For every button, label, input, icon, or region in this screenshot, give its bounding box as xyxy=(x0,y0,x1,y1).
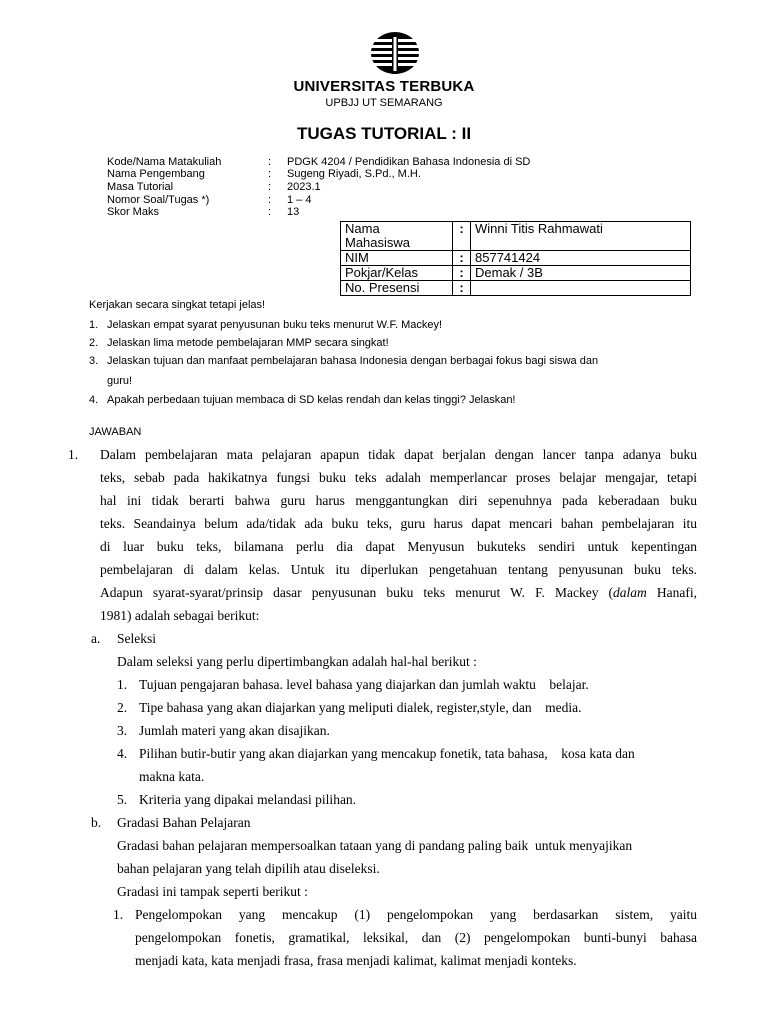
pokjar-value: Demak / 3B xyxy=(471,266,691,281)
info-colon: : xyxy=(268,194,272,206)
name-label-2: Mahasiswa xyxy=(345,235,411,250)
info-label: Masa Tutorial xyxy=(107,181,174,193)
info-value: 1 – 4 xyxy=(287,194,312,206)
university-name: UNIVERSITAS TERBUKA xyxy=(293,78,475,95)
list-item-cont: makna kata. xyxy=(139,769,205,784)
instructions-intro: Kerjakan secara singkat tetapi jelas! xyxy=(89,299,266,311)
answer-line: teks, sebab pada hakikatnya fungsi buku teks adalah memperlancar proses belajar mengajar, tetapi xyxy=(100,470,697,485)
info-colon: : xyxy=(268,156,272,168)
document-title: TUGAS TUTORIAL : II xyxy=(296,124,472,143)
question-4: Apakah perbedaan tujuan membaca di SD kelas rendah dan kelas tinggi? Jelaskan! xyxy=(107,394,516,406)
item-number: 4. xyxy=(117,746,128,761)
table-row xyxy=(341,281,691,296)
answer-italic: dalam xyxy=(613,585,647,600)
presensi-value xyxy=(471,281,691,296)
colon-cell: : xyxy=(453,251,471,266)
list-item: menjadi kata, kata menjadi frasa, frasa menjadi kalimat, kalimat menjadi konteks. xyxy=(135,953,577,968)
list-item: Tujuan pengajaran bahasa. level bahasa yang diajarkan dan jumlah waktu belajar. xyxy=(139,677,589,692)
info-label: Skor Maks xyxy=(107,206,159,218)
info-value: 13 xyxy=(287,206,300,218)
answer-line: pembelajaran di dalam kelas. Untuk itu diperlukan pengetahuan tentang penyusunan buku teks. xyxy=(100,562,697,577)
answer-text: Hanafi, xyxy=(646,585,697,600)
question-3: Jelaskan tujuan dan manfaat pembelajaran bahasa Indonesia dengan berbagai fokus bagi siswa dan xyxy=(107,355,599,367)
question-3-cont: guru! xyxy=(107,375,133,387)
nim-value: 857741424 xyxy=(471,251,691,266)
item-number: 2. xyxy=(117,700,128,715)
list-item: Kriteria yang dipakai melandasi pilihan. xyxy=(139,792,357,807)
name-label-cell xyxy=(341,222,453,251)
colon-cell: : xyxy=(453,222,471,251)
list-number: 1. xyxy=(68,447,79,462)
info-colon: : xyxy=(268,168,272,180)
section-title: Gradasi Bahan Pelajaran xyxy=(117,815,251,830)
question-number: 4. xyxy=(89,394,99,406)
list-item: Pengelompokan yang mencakup (1) pengelompokan yang berdasarkan sistem, yaitu xyxy=(135,907,697,922)
item-number: 1. xyxy=(117,677,128,692)
name-label: Nama xyxy=(345,221,380,236)
answer-text: Adapun syarat-syarat/prinsip dasar penyusunan buku teks menurut W. F. Mackey ( xyxy=(100,585,614,600)
table-row xyxy=(341,251,691,266)
question-number: 1. xyxy=(89,319,99,331)
answer-line: bahan pelajaran yang telah dipilih atau diseleksi. xyxy=(117,861,380,876)
answer-line: Gradasi ini tampak seperti berikut : xyxy=(117,884,308,899)
info-value: PDGK 4204 / Pendidikan Bahasa Indonesia di SD xyxy=(287,156,531,168)
list-item: pengelompokan fonetis, gramatikal, leksikal, dan (2) pengelompokan bunti-bunyi bahasa xyxy=(135,930,697,945)
answer-line: 1981) adalah sebagai berikut: xyxy=(100,608,260,623)
nim-label: NIM xyxy=(341,251,453,266)
answer-line: di luar buku teks, bilamana perlu dia dapat Menyusun bukuteks sendiri untuk kepentingan xyxy=(100,539,697,554)
answer-line: teks. Seandainya belum ada/tidak ada buku teks, guru harus dapat mencari bahan pembelajaran itu xyxy=(100,516,697,531)
question-number: 2. xyxy=(89,337,99,349)
question-number: 3. xyxy=(89,355,99,367)
list-item: Pilihan butir-butir yang akan diajarkan yang mencakup fonetik, tata bahasa, kosa kata dan xyxy=(139,746,635,761)
table-row xyxy=(341,222,691,251)
item-number: 3. xyxy=(117,723,128,738)
question-2: Jelaskan lima metode pembelajaran MMP secara singkat! xyxy=(107,337,389,349)
answer-heading: JAWABAN xyxy=(89,426,142,438)
info-label: Nomor Soal/Tugas *) xyxy=(107,194,210,206)
name-value: Winni Titis Rahmawati xyxy=(471,222,691,251)
info-label: Kode/Nama Matakuliah xyxy=(107,156,222,168)
item-number: 5. xyxy=(117,792,128,807)
table-row xyxy=(341,266,691,281)
info-label: Nama Pengembang xyxy=(107,168,205,180)
presensi-label: No. Presensi xyxy=(341,281,453,296)
colon-cell: : xyxy=(453,266,471,281)
info-value: Sugeng Riyadi, S.Pd., M.H. xyxy=(287,168,421,180)
section-intro: Dalam seleksi yang perlu dipertimbangkan adalah hal-hal berikut : xyxy=(117,654,477,669)
question-1: Jelaskan empat syarat penyusunan buku teks menurut W.F. Mackey! xyxy=(107,319,443,331)
answer-line xyxy=(100,585,697,600)
list-item: Tipe bahasa yang akan diajarkan yang meliputi dialek, register,style, dan media. xyxy=(139,700,582,715)
section-letter: b. xyxy=(91,815,102,830)
info-value: 2023.1 xyxy=(287,181,321,193)
unit-name: UPBJJ UT SEMARANG xyxy=(325,97,443,109)
section-title: Seleksi xyxy=(117,631,156,646)
answer-line: Gradasi bahan pelajaran mempersoalkan tataan yang di pandang paling baik untuk menyajikan xyxy=(117,838,633,853)
colon-cell: : xyxy=(453,281,471,296)
info-colon: : xyxy=(268,181,272,193)
info-colon: : xyxy=(268,206,272,218)
item-number: 1. xyxy=(113,907,124,922)
section-letter: a. xyxy=(91,631,101,646)
student-table xyxy=(340,221,691,296)
university-logo-icon xyxy=(370,30,420,76)
list-item: Jumlah materi yang akan disajikan. xyxy=(139,723,330,738)
answer-line: hal ini tidak berarti bahwa guru harus menggantungkan diri sepenuhnya pada keberadaan buku xyxy=(100,493,697,508)
pokjar-label: Pokjar/Kelas xyxy=(341,266,453,281)
answer-line: Dalam pembelajaran mata pelajaran apapun tidak dapat berjalan dengan lancer tanpa adanya buku xyxy=(100,447,697,462)
